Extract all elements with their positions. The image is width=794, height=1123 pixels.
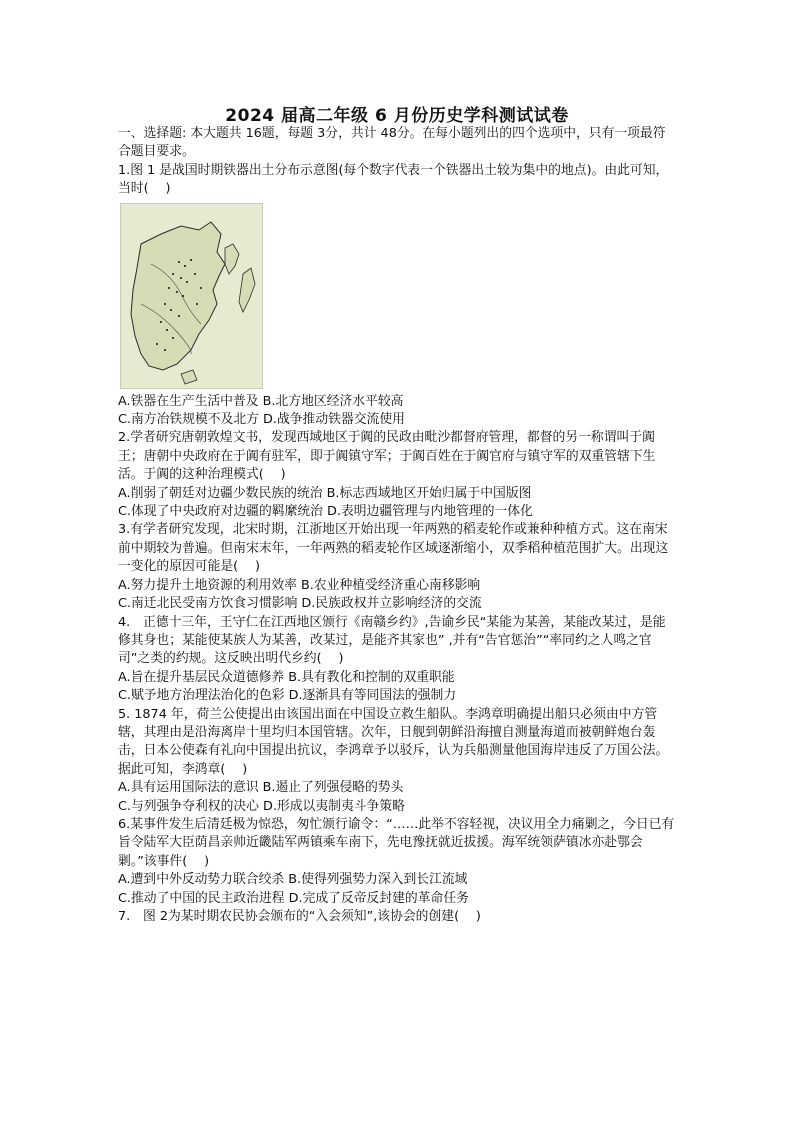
question-4-options-row-1: A.旨在提升基层民众道德修养 B.具有教化和控制的双重职能 [118,669,455,685]
question-3-stem: 3.有学者研究发现，北宋时期，江浙地区开始出现一年两熟的稻麦轮作或兼种种植方式。这在南宋前中期较为普遍。但南宋末年，一年两熟的稻麦轮作区域逐渐缩小，双季稻种植范围扩大。出现这一变化的原因可能是( ) [118,522,669,575]
question-3-options-row-1: A.努力提升土地资源的利用效率 B.农业种植受经济重心南移影响 [118,577,481,593]
question-4-options-row-2: C.赋予地方治理法治化的色彩 D.逐渐具有等同国法的强制力 [118,688,457,704]
iron-artifact-map-figure [120,203,263,389]
question-list [118,125,678,926]
exam-title: 2024 届高二年级 6 月份历史学科测试试卷 [225,106,569,126]
question-5-options-row-1: A.具有运用国际法的意识 B.遏止了列强侵略的势头 [118,780,404,796]
question-2-options-row-2: C.体现了中央政府对边疆的羁縻统治 D.表明边疆管理与内地管理的一体化 [118,504,533,520]
map-drawing [121,204,262,388]
question-7-stem: 7. 图 2为某时期农民协会颁布的“入会须知”,该协会的创建( ) [118,909,481,924]
question-4-stem: 4. 正德十三年，王守仁在江西地区颁行《南赣乡约》,告谕乡民“某能为某善，某能改某过，是能修其身也；某能使某族人为某善，改某过，是能齐其家也” ,并有“告官惩治”“率同约之人鸣之官司”之类的约规。这反映出明代乡约( ) [118,614,666,667]
question-5-options-row-2: C.与列强争夺利权的决心 D.形成以夷制夷斗争策略 [118,798,405,814]
question-3-options-row-2: C.南迁北民受南方饮食习惯影响 D.民族政权并立影响经济的交流 [118,596,482,612]
question-2-options-row-1: A.削弱了朝廷对边疆少数民族的统治 B.标志西域地区开始归属于中国版图 [118,485,532,501]
question-5-stem: 5. 1874 年，荷兰公使提出由该国出面在中国设立救生船队。李鸿章明确提出船只必须由中方管辖，其理由是沿海离岸十里均归本国管辖。次年，日舰到朝鲜沿海擅自测量海道而被朝鲜炮台轰击，日本公使森有礼向中国提出抗议，李鸿章予以驳斥，认为兵船测量他国海岸违反了万国公法。据此可知，李鸿章( ) [118,706,669,777]
question-2-stem: 2.学者研究唐朝敦煌文书，发现西域地区于阗的民政由毗沙都督府管理，都督的另一称谓叫于阗王；唐朝中央政府在于阗有驻军，即于阗镇守军；于阗百姓在于阗官府与镇守军的双重管辖下生活。于阗的这种治理模式( ) [118,430,656,483]
question-6-options-row-1: A.遭到中外反动势力联合绞杀 B.使得列强势力深入到长江流域 [118,872,468,888]
question-6-stem: 6.某事件发生后清廷极为惊恐，匆忙颁行谕令：“……此举不容轻视，决议用全力痛剿之，今日已有旨令陆军大臣荫昌亲帅近畿陆军两镇乘车南下，先电豫抚就近拔援。海军统领萨镇冰亦赴鄂会剿。”该事件( ) [118,816,675,869]
question-1-options-row-2: C.南方冶铁规模不及北方 D.战争推动铁器交流使用 [118,412,405,428]
question-1-stem: 1.图 1 是战国时期铁器出土分布示意图(每个数字代表一个铁器出土较为集中的地点)。由此可知，当时( ) [118,162,669,197]
question-6-options-row-2: C.推动了中国的民主政治进程 D.完成了反帝反封建的革命任务 [118,890,469,906]
question-1-options-row-1: A.铁器在生产生活中普及 B.北方地区经济水平较高 [118,393,404,409]
section-intro: 一、选择题: 本大题共 16题，每题 3分，共计 48分。在每小题列出的四个选项中，只有一项最符合题目要求。 [118,126,666,160]
